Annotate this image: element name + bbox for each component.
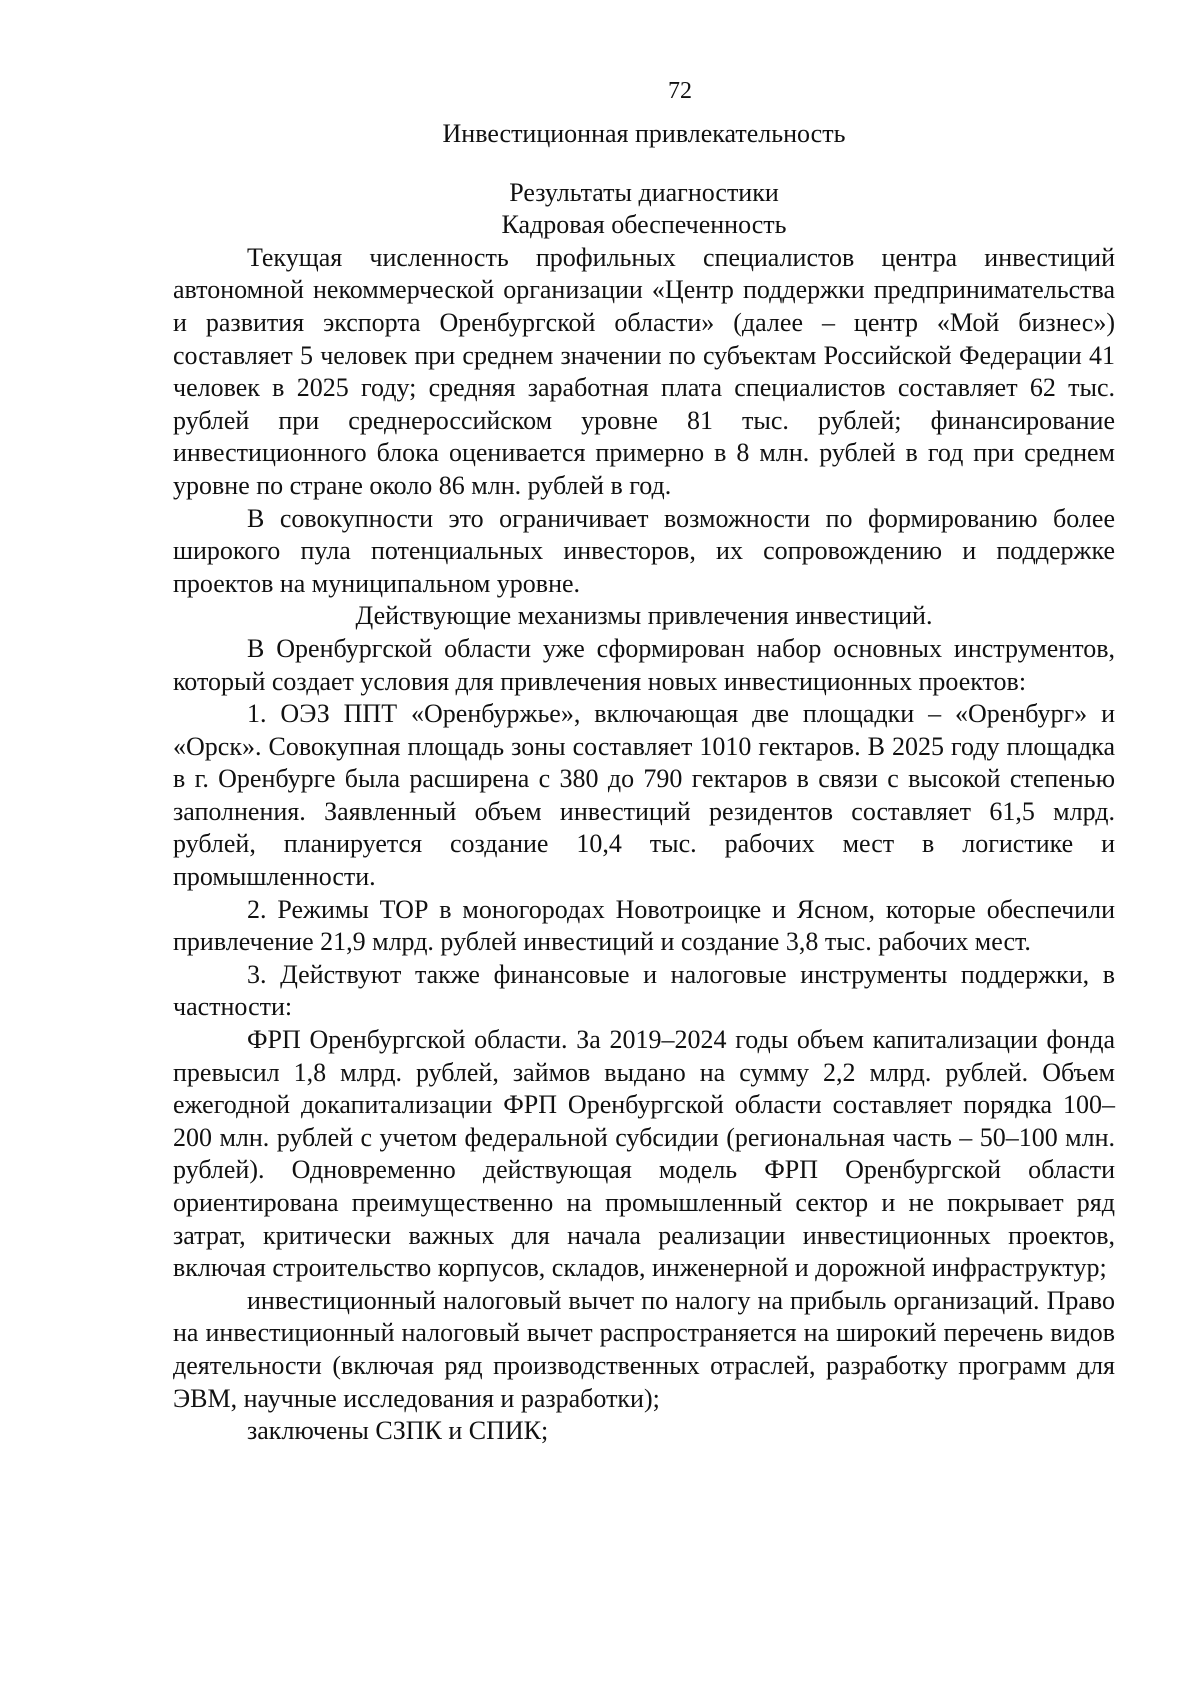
paragraph-staff-1: Текущая численность профильных специалистов центра инвестиций автономной некоммерческой организации «Центр поддержки предпринимательства и развития экспорта Оренбургской области» (далее – центр «Мой бизнес») составляет 5 человек при среднем значении по субъектам Российской Федерации 41 человек в 2025 году; средняя заработная плата специалистов составляет 62 тыс. рублей при среднероссийском уровне 81 тыс. рублей; финансирование инвестиционного блока оценивается примерно в 8 млн. рублей в год при среднем уровне по стране около 86 млн. рублей в год. xyxy=(173,242,1115,500)
list-item-oez: 1. ОЭЗ ППТ «Оренбуржье», включающая две площадки – «Оренбург» и «Орск». Совокупная площадь зоны составляет 1010 гектаров. В 2025 году площадка в г. Оренбурге была расширена с 380 до 790 гектаров в связи с высокой степенью заполнения. Заявленный объем инвестиций резидентов составляет 61,5 млрд. рублей, планируется создание 10,4 тыс. рабочих мест в логистике и промышленности. xyxy=(173,699,1115,892)
document-body xyxy=(173,118,1115,1448)
paragraph-mechanisms-intro: В Оренбургской области уже сформирован набор основных инструментов, который создает условия для привлечения новых инвестиционных проектов: xyxy=(173,633,1115,696)
subsection-heading: Кадровая обеспеченность xyxy=(501,210,787,240)
list-item-tor: 2. Режимы ТОР в моногородах Новотроицке и Ясном, которые обеспечили привлечение 21,9 млрд. рублей инвестиций и создание 3,8 тыс. рабочих мест. xyxy=(173,894,1115,957)
page-number: 72 xyxy=(668,78,692,104)
paragraph-tax-deduction: инвестиционный налоговый вычет по налогу на прибыль организаций. Право на инвестиционный налоговый вычет распространяется на широкий перечень видов деятельности (включая ряд производственных отраслей, разработку программ для ЭВМ, научные исследования и разработки); xyxy=(173,1285,1115,1413)
mechanisms-heading: Действующие механизмы привлечения инвестиций. xyxy=(355,601,933,631)
paragraph-staff-2: В совокупности это ограничивает возможности по формированию более широкого пула потенциальных инвесторов, их сопровождению и поддержке проектов на муниципальном уровне. xyxy=(173,503,1115,598)
paragraph-frp: ФРП Оренбургской области. За 2019–2024 годы объем капитализации фонда превысил 1,8 млрд. рублей, займов выдано на сумму 2,2 млрд. рублей. Объем ежегодной докапитализации ФРП Оренбургской области составляет порядка 100–200 млн. рублей с учетом федеральной субсидии (региональная часть – 50–100 млн. рублей). Одновременно действующая модель ФРП Оренбургской области ориентирована преимущественно на промышленный сектор и не покрывает ряд затрат, критически важных для начала реализации инвестиционных проектов, включая строительство корпусов, складов, инженерной и дорожной инфраструктур; xyxy=(173,1025,1115,1283)
paragraph-szpk-spik: заключены СЗПК и СПИК; xyxy=(247,1416,549,1446)
document-title: Инвестиционная привлекательность xyxy=(442,119,846,148)
section-heading: Результаты диагностики xyxy=(509,177,779,207)
list-item-financial-tools: 3. Действуют также финансовые и налоговые инструменты поддержки, в частности: xyxy=(173,959,1115,1022)
